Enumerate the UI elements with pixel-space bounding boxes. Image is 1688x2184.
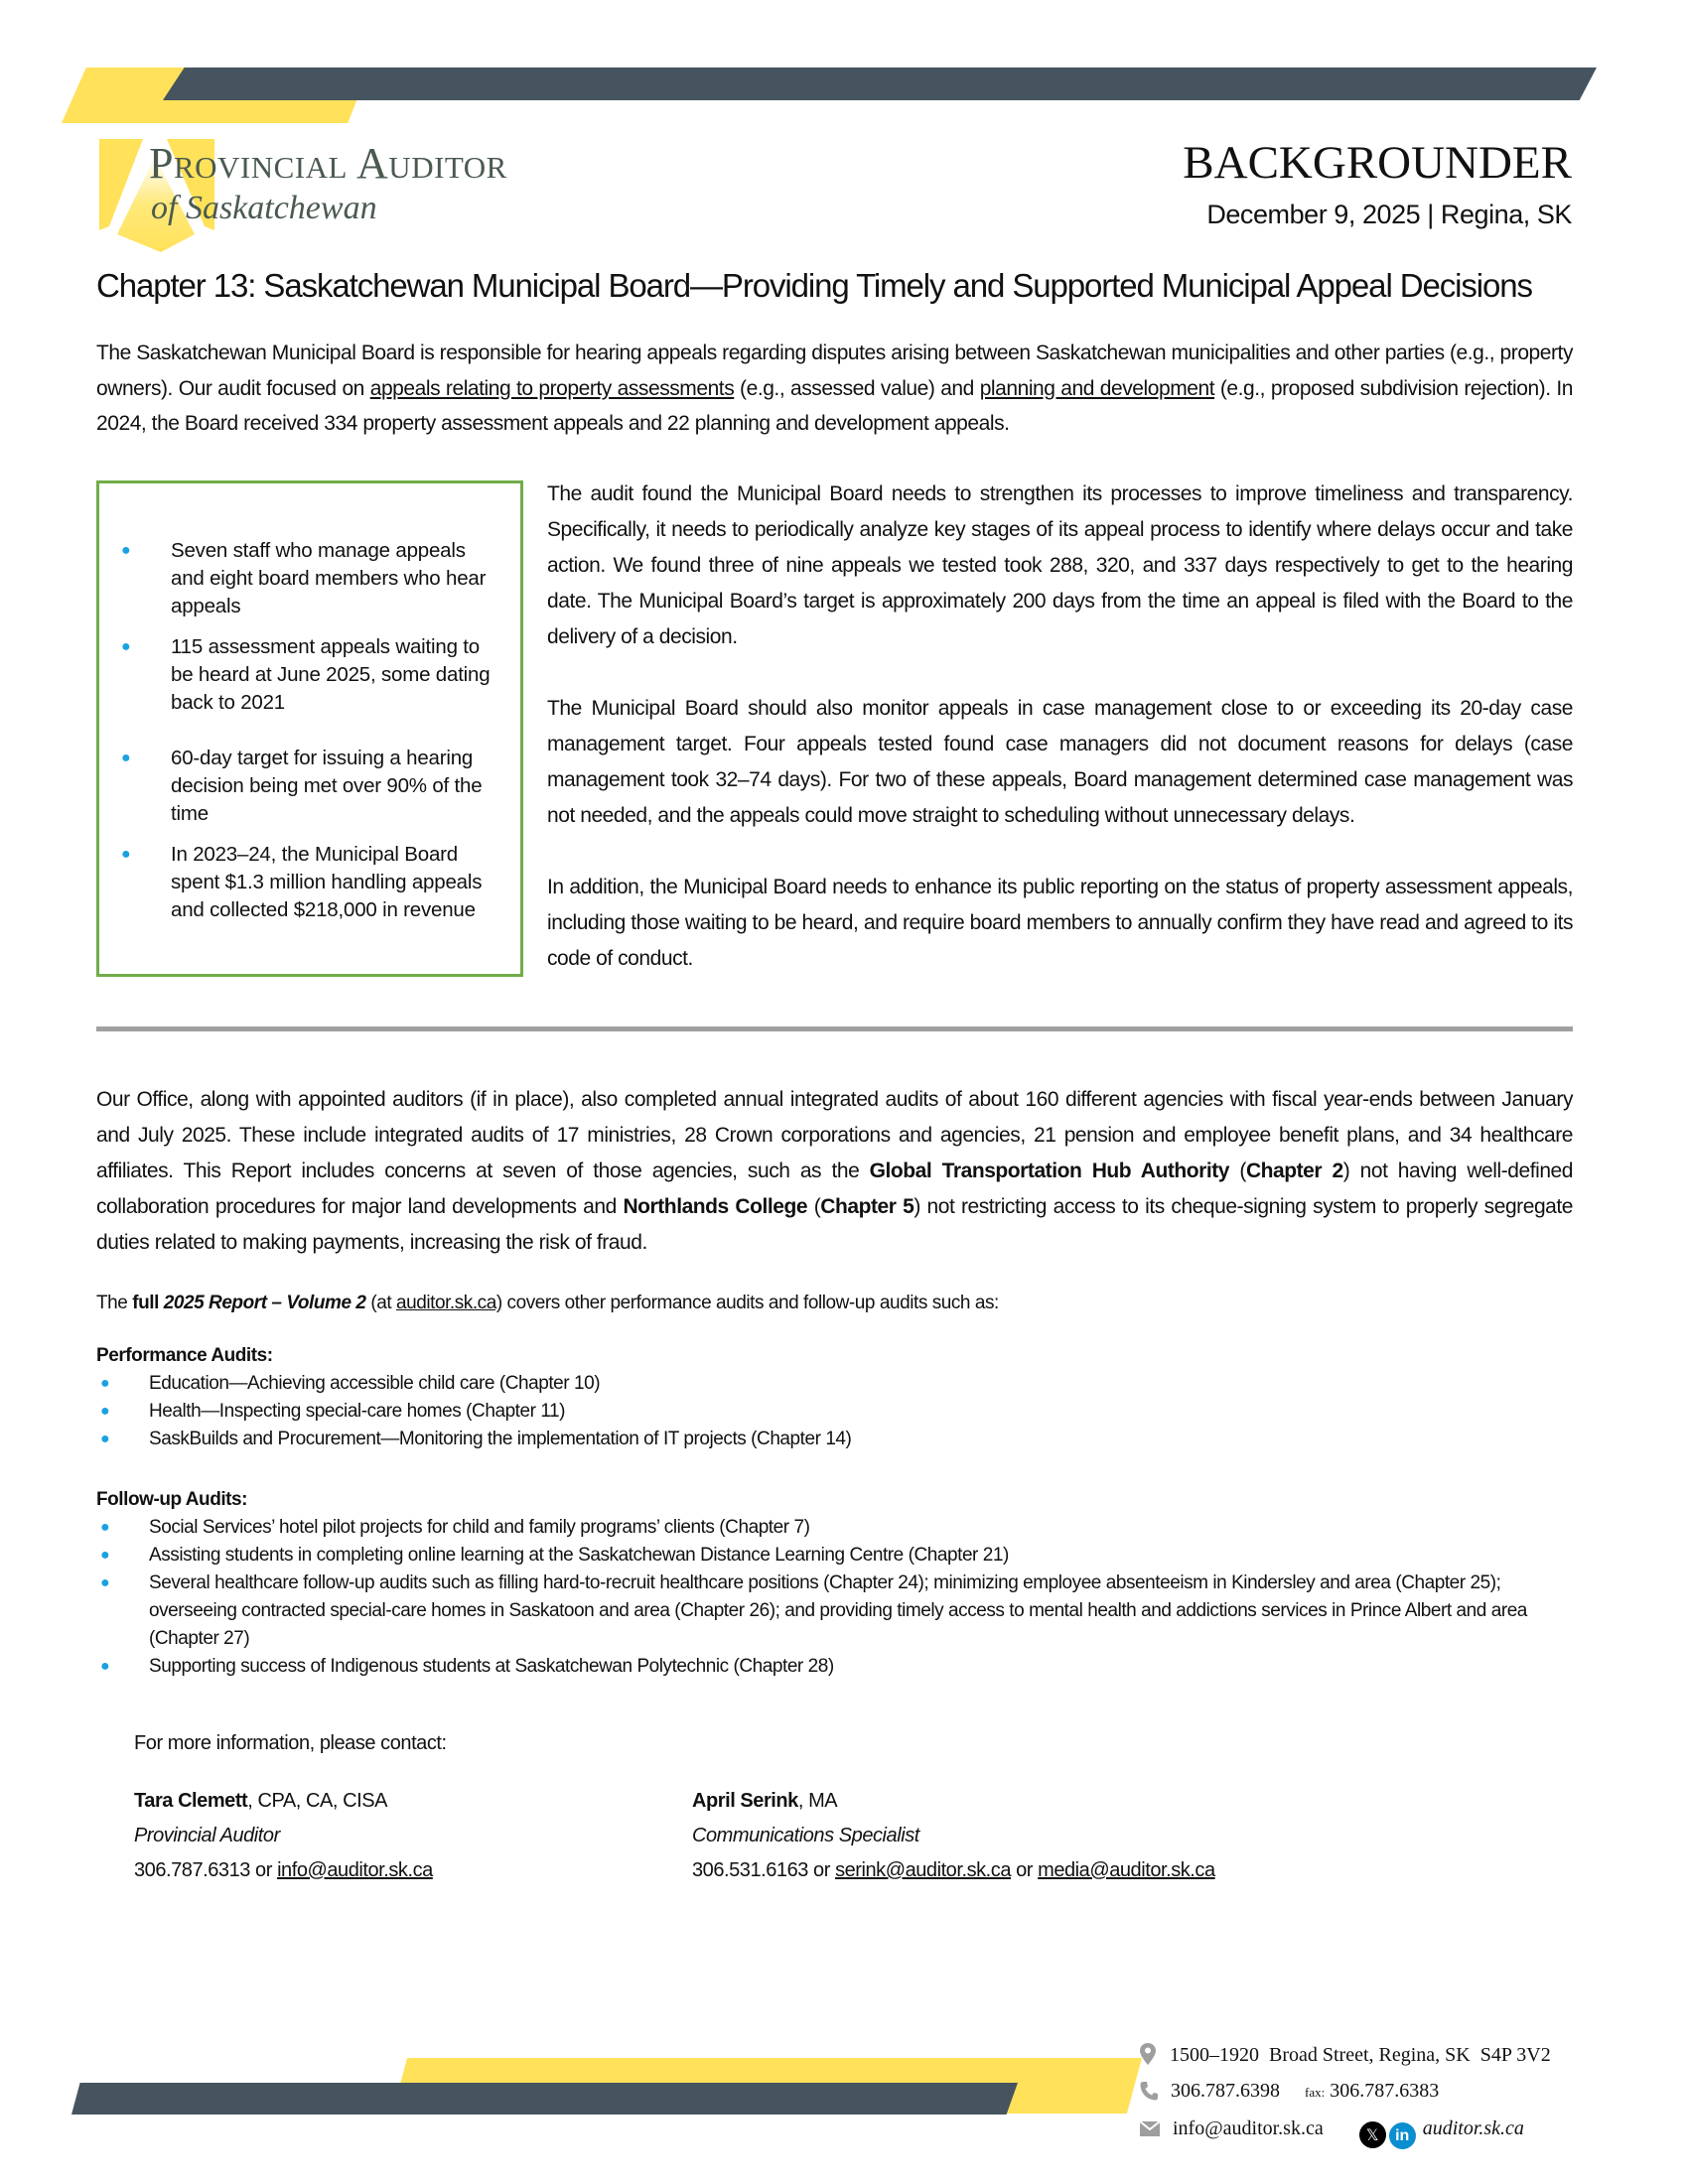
performance-audits xyxy=(96,1342,1576,1453)
bullet-icon: ● xyxy=(100,1375,110,1392)
list-item: ● Several healthcare follow-up audits such as filling hard-to-recruit healthcare positions (Chapter 24); minimizing employee absenteeism in Kindersley and area (Chapter 25); overseeing contracted special-care homes in Saskatoon and area (Chapter 26); and providing timely access to mental health and addictions services in Prince Albert and area (Chapter 27) xyxy=(96,1570,1556,1653)
bullet-icon: ● xyxy=(100,1431,110,1447)
dateline: December 9, 2025 | Regina, SK xyxy=(1206,200,1572,229)
email-link-info[interactable]: info@auditor.sk.ca xyxy=(277,1859,433,1881)
followup-audits xyxy=(96,1486,1556,1681)
list-item: ● Social Services’ hotel pilot projects for child and family programs’ clients (Chapter 7) xyxy=(96,1514,1556,1542)
facts-list xyxy=(121,537,498,924)
footer-email[interactable]: info@auditor.sk.ca xyxy=(1173,2117,1324,2139)
footer-email-row xyxy=(1140,2111,1551,2149)
performance-audits-heading: Performance Audits: xyxy=(96,1345,273,1366)
integrated-audits-paragraph: Our Office, along with appointed auditors (if in place), also completed annual integrated audits of about 160 different agencies with fiscal year-ends between January and July 2025. These include integrated audits of 17 ministries, 28 Crown corporations and agencies, 21 pension and employee benefit plans, and 34 healthcare affiliates. This Report includes concerns at seven of those agencies, such as the Global Transportation Hub Authority (Chapter 2) not having well-defined collaboration procedures for major land developments and Northlands College (Chapter 5) not restricting access to its cheque-signing system to properly segregate duties related to making payments, increasing the risk of fraud. xyxy=(96,1088,1574,1254)
contact-title: Communications Specialist xyxy=(692,1825,919,1846)
link-planning-development[interactable]: planning and development xyxy=(979,376,1215,400)
footer-address-row: 1500–1920 Broad Street, Regina, SK S4P 3V2 xyxy=(1140,2037,1551,2073)
org-name xyxy=(149,141,507,187)
link-auditor-website[interactable]: auditor.sk.ca) xyxy=(396,1293,502,1313)
list-item: ● Education—Achieving accessible child care (Chapter 10) xyxy=(96,1370,1576,1398)
fact-item: ● 115 assessment appeals waiting to be heard at June 2025, some dating back to 2021 xyxy=(121,635,491,714)
bullet-icon: ● xyxy=(100,1547,110,1564)
list-item: ● Assisting students in completing online learning at the Saskatchewan Distance Learning Centre (Chapter 21) xyxy=(96,1542,1556,1570)
footer-contact xyxy=(1140,2037,1551,2149)
bullet-icon: ● xyxy=(100,1658,110,1675)
intro-paragraph: The Saskatchewan Municipal Board is responsible for hearing appeals regarding disputes arising between Saskatchewan municipalities and other parties (e.g., property owners). Our audit focused on appeals relating to property assessments (e.g., assessed value) and planning and development (e.g., proposed subdivision rejection). In 2024, the Board received 334 property assessment appeals and 22 planning and development appeals. xyxy=(96,341,1574,435)
org-name-line2: of Saskatchewan xyxy=(151,190,377,226)
page-title: Chapter 13: Saskatchewan Municipal Board—Providing Timely and Supported Municipal Appeal Decisions xyxy=(96,267,1532,304)
bullet-icon: ● xyxy=(121,750,131,766)
list-item: ● Health—Inspecting special-care homes (Chapter 11) xyxy=(96,1398,1576,1426)
findings xyxy=(547,477,1573,977)
performance-audits-list xyxy=(96,1370,1576,1453)
email-link-media[interactable]: media@auditor.sk.ca xyxy=(1038,1859,1215,1881)
contact-card-tara xyxy=(134,1784,433,1888)
location-pin-icon xyxy=(1140,2043,1156,2065)
facts-box xyxy=(96,480,523,977)
contact-phone-email: 306.787.6313 or info@auditor.sk.ca xyxy=(134,1859,433,1881)
bullet-icon: ● xyxy=(121,846,131,863)
envelope-icon xyxy=(1140,2121,1160,2136)
followup-audits-list xyxy=(96,1514,1556,1681)
list-item: ● Supporting success of Indigenous students at Saskatchewan Polytechnic (Chapter 28) xyxy=(96,1653,1556,1681)
footer-phone-row: 306.787.6398 fax: 306.787.6383 xyxy=(1140,2073,1551,2111)
finding-paragraph: In addition, the Municipal Board needs to enhance its public reporting on the status of property assessment appeals, including those waiting to be heard, and require board members to annually confirm they have read and agreed to its code of conduct. xyxy=(547,876,1573,970)
finding-paragraph: The audit found the Municipal Board needs to strengthen its processes to improve timeliness and transparency. Specifically, it needs to periodically analyze key stages of its appeal process to identify where delays occur and take action. We found three of nine appeals we tested took 288, 320, and 337 days respectively to get to the hearing date. The Municipal Board’s target is approximately 200 days from the time an appeal is filed with the Board to the delivery of a decision. xyxy=(547,482,1573,648)
doc-type: BACKGROUNDER xyxy=(1183,137,1572,189)
org-name-sub xyxy=(151,189,377,228)
report-line: The full 2025 Report – Volume 2 (at auditor.sk.ca) covers other performance audits and follow-up audits such as: xyxy=(96,1293,999,1313)
header-dark-band xyxy=(163,68,1597,100)
finding-paragraph: The Municipal Board should also monitor appeals in case management close to or exceeding its 20-day case management target. Four appeals tested found case managers did not document reasons for delays (case management took 32–74 days). For two of these appeals, Board management determined case management was not needed, and the appeals could move straight to scheduling without unnecessary delays. xyxy=(547,697,1573,827)
bullet-icon: ● xyxy=(100,1519,110,1536)
fact-item: ● 60-day target for issuing a hearing decision being met over 90% of the time xyxy=(121,747,483,825)
bullet-icon: ● xyxy=(121,542,131,559)
bullet-icon: ● xyxy=(100,1574,110,1591)
email-link-serink[interactable]: serink@auditor.sk.ca xyxy=(835,1859,1012,1881)
followup-audits-heading: Follow-up Audits: xyxy=(96,1489,248,1510)
contact-name: Tara Clemett, CPA, CA, CISA xyxy=(134,1790,387,1812)
contact-intro: For more information, please contact: xyxy=(134,1732,447,1754)
footer-website[interactable]: auditor.sk.ca xyxy=(1422,2117,1524,2139)
bullet-icon: ● xyxy=(100,1403,110,1420)
bullet-icon: ● xyxy=(121,638,131,655)
link-property-assessments[interactable]: appeals relating to property assessments xyxy=(369,376,735,400)
contact-card-april xyxy=(692,1784,1215,1888)
contact-phone-email: 306.531.6163 or serink@auditor.sk.ca or media@auditor.sk.ca xyxy=(692,1859,1215,1881)
contact-name: April Serink, MA xyxy=(692,1790,838,1812)
contact-title: Provincial Auditor xyxy=(134,1825,280,1846)
footer-dark-band xyxy=(71,2083,1018,2115)
phone-icon xyxy=(1140,2081,1158,2101)
fact-item: ● In 2023–24, the Municipal Board spent $1.3 million handling appeals and collected $218,000 in revenue xyxy=(121,843,483,921)
x-icon[interactable]: 𝕏 xyxy=(1359,2121,1386,2148)
linkedin-icon[interactable]: in xyxy=(1389,2122,1416,2149)
fact-item: ● Seven staff who manage appeals and eight board members who hear appeals xyxy=(121,539,487,617)
section-divider xyxy=(96,1026,1573,1031)
list-item: ● SaskBuilds and Procurement—Monitoring the implementation of IT projects (Chapter 14) xyxy=(96,1426,1576,1453)
org-name-line1: Provincial Auditor xyxy=(149,139,507,188)
